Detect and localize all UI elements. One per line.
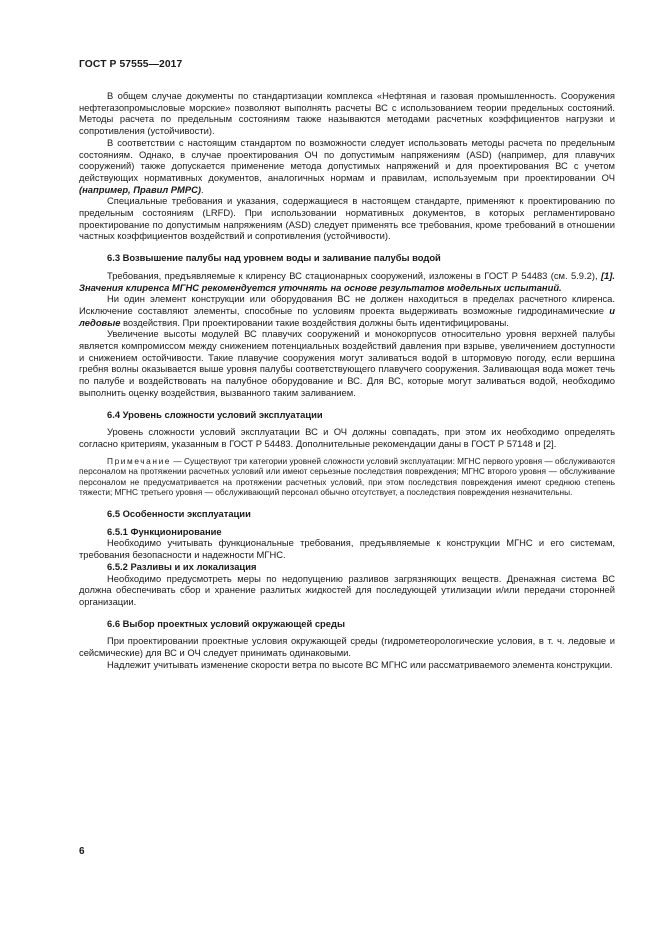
- text-run: .: [200, 183, 204, 195]
- emphasis-text: [1]. Значения клиренса МГНС рекомендуется уточнять на основе результатов модельных испытаний.: [79, 269, 615, 293]
- text-run: воздействия. При проектировании такие воздействия должны быть идентифицированы.: [120, 316, 509, 328]
- paragraph: [79, 270, 615, 293]
- paragraph: Надлежит учитывать изменение скорости ветра по высоте ВС МГНС или рассматриваемого элемента конструкции.: [107, 658, 613, 670]
- emphasis-text: и ледовые: [79, 304, 615, 328]
- text-run: В соответствии с настоящим стандартом по возможности следует использовать методы расчета по предельным состояниям. Однако, в случае проектирования ОЧ по допустимым напряжениям (ASD) (например, для плавучих сооружений) также допускается применение метода допустимых напряжений и для проектирования ВС с учетом действующих нормативных документов, аналогичных нормам и правилам, используемым при проектировании ОЧ: [79, 136, 615, 183]
- section-heading: 6.5 Особенности эксплуатации: [107, 508, 251, 520]
- page-number: 6: [79, 846, 85, 857]
- paragraph: При проектировании проектные условия окружающей среды (гидрометеорологические условия, в т. ч. ледовые и сейсмические) для ВС и ОЧ следует принимать одинаковыми.: [79, 635, 615, 659]
- note: [79, 456, 615, 498]
- section-heading: 6.4 Уровень сложности условий эксплуатации: [107, 408, 323, 420]
- paragraph: Уровень сложности условий эксплуатации ВС и ОЧ должны совпадать, при этом их необходимо определять согласно критериям, указанным в ГОСТ Р 54483. Дополнительные рекомендации даны в ГОСТ Р 57148 и [2].: [79, 426, 615, 449]
- emphasis-text: (например, Правил РМРС): [79, 183, 201, 195]
- note-label: Примечание: [107, 455, 172, 466]
- subsection-heading: 6.5.2 Разливы и их локализация: [107, 560, 257, 572]
- paragraph: Необходимо предусмотреть меры по недопущению разливов загрязняющих веществ. Дренажная система ВС должна обеспечивать сбор и хранение разлитых жидкостей для последующей утилизации и/или передачи сторонней организации.: [79, 572, 615, 607]
- paragraph: [79, 137, 615, 196]
- document-header: ГОСТ Р 57555—2017: [79, 59, 183, 70]
- paragraph: Необходимо учитывать функциональные требования, предъявляемые к конструкции МГНС и его системам, требования безопасности и надежности МГНС.: [79, 537, 615, 561]
- subsection-heading: 6.5.1 Функционирование: [107, 525, 222, 537]
- section-heading: 6.6 Выбор проектных условий окружающей среды: [107, 617, 345, 629]
- paragraph: Увеличение высоты модулей ВС плавучих сооружений и монокорпусов относительно уровня верхней палубы является компромиссом между снижением потенциальных воздействий давления при взрыве, увеличением доступности и снижением остойчивости. Такие плавучие сооружения могут заливаться водой в штормовую погоду, если вершина гребня волны оказывается выше уровня палубы соответствующего плавучего сооружения. Заливающая вода может течь по палубе и воздействовать на палубное оборудование и ВС. Для ВС, которые могут заливаться водой, необходимо выполнить оценку воздействия, вызванного таким заливанием.: [79, 328, 615, 398]
- paragraph: [79, 293, 615, 328]
- paragraph: В общем случае документы по стандартизации комплекса «Нефтяная и газовая промышленность. Сооружения нефтегазопромысловые морские» позволяют выполнять расчеты ВС с использованием теории предельных состояний. Методы расчета по предельным состояниям также называются методами расчетных коэффициентов нагрузки и сопротивления (устойчивости).: [79, 90, 615, 137]
- paragraph: Специальные требования и указания, содержащиеся в настоящем стандарте, применяют к проектированию по предельным состояниям (LRFD). При использовании нормативных документов, в которых регламентировано проектирование по допустимым напряжениям (ASD) следует применять все требования, кроме требований в отношении частных коэффициентов воздействий и сопротивления (устойчивости).: [79, 195, 615, 242]
- section-heading: 6.3 Возвышение палубы над уровнем воды и заливание палубы водой: [107, 252, 441, 264]
- text-run: Требования, предъявляемые к клиренсу ВС стационарных сооружений, изложены в ГОСТ Р 54483 (см. 5.9.2),: [107, 269, 601, 281]
- text-run: Ни один элемент конструкции или оборудования ВС не должен находиться в пределах расчетного клиренса. Исключение составляют элементы, способные по условиям проекта выдерживать возможные гидродинамические: [79, 293, 615, 316]
- note-text: — Существуют три категории уровней сложности условий эксплуатации: МГНС первого уровня — обслуживаются персоналом на протяжении расчетных условий или имеют серьезные последствия повреждения; МГНС второго уровня — обслуживание персоналом не предусматривается на протяжении расчетных условий, при этом последствия повреждения имеют среднюю степень тяжести; МГНС третьего уровня — обслуживающий персонал обычно отсутствует, а последствия повреждения незначительны.: [79, 455, 615, 498]
- document-body: [79, 90, 615, 671]
